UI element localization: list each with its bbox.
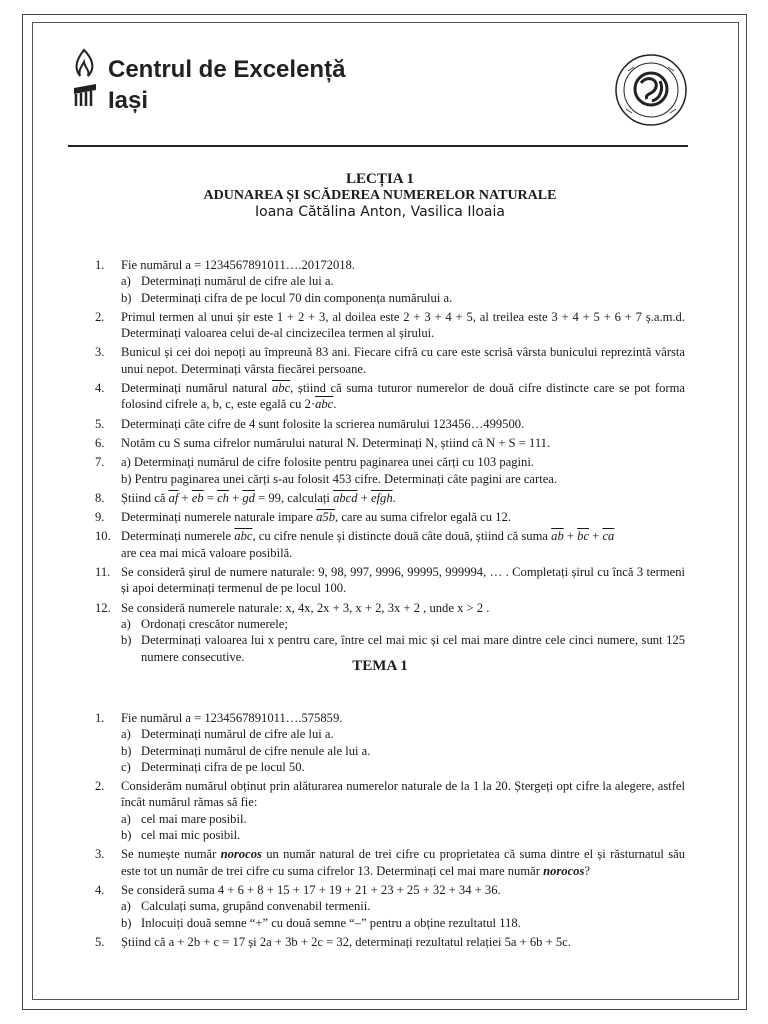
lesson-problem-5 [95, 416, 685, 432]
sub-letter: b) [121, 290, 132, 305]
overlined-number: abcd [333, 490, 358, 505]
sub-letter: a) [121, 727, 131, 742]
problem-text: Primul termen al unui șir este 1 + 2 + 3, al doilea este 2 + 3 + 4 + 5, al treilea este 3 + 4 + 5 + 6 + 7 ș.a.m.d. Determinați valoarea celui de-al cincizecilea termen al șirului. [121, 309, 685, 341]
overlined-number: $\overline{ab}$ [551, 529, 564, 544]
sub-text: Ordonați crescător numerele; [141, 616, 288, 631]
sub-item [121, 616, 685, 632]
lesson-subject: ADUNAREA ȘI SCĂDEREA NUMERELOR NATURALE [203, 188, 557, 203]
org-name-line2: Iași [108, 87, 149, 114]
problem-number: 2. [95, 779, 105, 794]
problem-text: Știind că a + 2b + c = 17 și 2a + 3b + 2c = 32, determinați rezultatul relației 5a + 6b + 5c. [121, 934, 571, 949]
sub-text: Determinați valoarea lui x pentru care, între cel mai mic și cel mai mare dintre cele cinci numere, sunt 125 numere consecutive. [141, 633, 685, 664]
sub-text: Determinați cifra de pe locul 50. [141, 759, 305, 774]
problem-number: 11. [95, 565, 111, 580]
problem-number: 7. [95, 455, 105, 470]
sub-text: Determinați cifra de pe locul 70 din componența numărului a. [141, 290, 453, 305]
sub-text: Calculați suma, grupând convenabil termenii. [141, 899, 371, 914]
problem-text: Fie numărul a = 1234567891011….20172018. [121, 258, 356, 272]
problem-number: 4. [95, 381, 105, 396]
tema-problem-1 [95, 710, 685, 726]
problem-text: Determinați numerele $\overline{abc}$, cu cifre nenule și distincte două câte două, știind că suma $\overline{ab} + \overline{bc} + \overline{ca}$ are cea mai mică valoare posibilă. [121, 529, 615, 560]
lesson-problem-6 [95, 435, 685, 451]
sub-letter: b) [121, 743, 132, 758]
overlined-number: $\overline{abc}$ [234, 529, 253, 544]
sub-text: Determinați numărul de cifre ale lui a. [141, 727, 334, 742]
overlined-number: a5b [316, 510, 336, 525]
tema-problem-4 [95, 882, 685, 898]
lesson-problem-2 [95, 309, 685, 342]
problem-number: 10. [95, 529, 111, 544]
lesson-problem-9 [95, 509, 685, 525]
problem-number: 4. [95, 882, 105, 897]
lesson-problem-11 [95, 564, 685, 597]
overlined-number: $\overline{abc}$ [315, 397, 334, 412]
problem-text: Bunicul și cei doi nepoți au împreună 83 ani. Fiecare cifră cu care este scrisă vârsta bunicului reprezintă vârsta unui nepot. Determinați vârsta fiecărei persoane. [121, 345, 685, 376]
problem-text: Se consideră suma 4 + 6 + 8 + 15 + 17 + 19 + 21 + 23 + 25 + 32 + 34 + 36. [121, 882, 501, 897]
lesson-problem-4 [95, 380, 685, 413]
lesson-problem-12 [95, 600, 685, 616]
header-divider [68, 145, 688, 147]
problem-text: Determinați numărul natural $\overline{abc}$, știind că suma tuturor numerelor de două cifre distincte care se pot forma folosind cifrele a, b, c, este egală cu $2\cdot\overline{abc}$. [121, 381, 685, 412]
overlined-number: $\overline{abc}$ [271, 381, 291, 396]
sub-item [121, 898, 685, 914]
sub-text: Determinați numărul de cifre nenule ale lui a. [141, 743, 371, 758]
problem-text: Se consideră numerele naturale: x, 4x, 2x + 3, x + 2, 3x + 2 , unde x > 2 . [121, 600, 490, 615]
overlined-number: $\overline{eb}$ [191, 490, 204, 505]
sub-letter: c) [121, 759, 131, 774]
problem-text: Știind că $\overline{af} + \overline{eb} = \overline{ch} + \overline{gd} = 99$, calculați abcd + efgh. [121, 490, 396, 505]
overlined-number: $\overline{ca}$ [602, 529, 615, 544]
sub-letter: b) [121, 633, 132, 648]
term-highlight: norocos [220, 847, 262, 862]
lesson-problem-3 [95, 344, 685, 377]
sub-letter: b) [121, 915, 132, 930]
school-seal-icon [614, 53, 688, 127]
sub-item [121, 827, 685, 843]
tema-problem-5 [95, 934, 685, 950]
problem-number: 3. [95, 345, 105, 360]
tema-problem-2 [95, 778, 685, 811]
organization-name [108, 54, 345, 116]
overlined-number: $\overline{af}$ [168, 490, 179, 505]
problem-text: Determinați numerele naturale impare a5b, care au suma cifrelor egală cu 12. [121, 510, 511, 525]
sub-letter: a) [121, 616, 131, 631]
sub-item [121, 915, 685, 931]
sub-letter: a) [121, 811, 131, 826]
lesson-problem-8 [95, 490, 685, 506]
torch-logo-icon [70, 48, 100, 108]
term-highlight: norocos [543, 863, 585, 878]
tema-problem-3 [95, 846, 685, 879]
sub-text: cel mai mare posibil. [141, 811, 247, 826]
sub-text: Determinați numărul de cifre ale lui a. [141, 274, 334, 289]
problem-number: 9. [95, 510, 105, 525]
problem-number: 5. [95, 416, 105, 431]
sub-item [121, 759, 685, 775]
sub-item [121, 290, 685, 306]
lesson-problem-7 [95, 454, 685, 487]
problem-number: 12. [95, 600, 111, 615]
problem-number: 5. [95, 934, 105, 949]
problem-number: 1. [95, 258, 105, 272]
problem-number: 6. [95, 435, 105, 450]
problem-text: a) Determinați numărul de cifre folosite pentru paginarea unei cărți cu 103 pagini. b) Pentru paginarea unei cărți s-au folosit 453 cifre. Determinați câte pagini are cartea. [121, 455, 558, 486]
sub-text: cel mai mic posibil. [141, 828, 241, 843]
problem-text: Notăm cu S suma cifrelor numărului natural N. Determinați N, știind că N + S = 111. [121, 435, 551, 450]
problem-number: 1. [95, 711, 105, 725]
sub-item [121, 743, 685, 759]
problem-text: Considerăm numărul obținut prin alăturarea numerelor naturale de la 1 la 20. Ștergeți opt cifre la alegere, astfel încât numărul rămas să fie: [121, 779, 685, 810]
overlined-number: $\overline{gd}$ [242, 490, 255, 505]
sub-text: Inlocuiți două semne “+” cu două semne “–” pentru a obține rezultatul 118. [141, 915, 521, 930]
sub-letter: a) [121, 274, 131, 289]
sub-letter: b) [121, 828, 132, 843]
sub-letter: a) [121, 899, 131, 914]
problem-text: Determinați câte cifre de 4 sunt folosite la scrierea numărului 123456…499500. [121, 416, 525, 431]
overlined-number: $\overline{bc}$ [577, 529, 590, 544]
sub-item [121, 726, 685, 742]
overlined-number: efgh [370, 490, 393, 505]
problem-text: Se consideră șirul de numere naturale: 9, 98, 997, 9996, 99995, 999994, … . Completați șirul cu încă 3 termeni și apoi determinați termenul de pe locul 100. [121, 565, 685, 596]
problem-text: Se numește număr norocos un număr natural de trei cifre cu proprietatea că suma dintre el și răsturnatul său este tot un număr de trei cifre cu suma cifrelor 13. Determinați cel mai mare număr norocos? [121, 847, 685, 878]
problem-text: Fie numărul a = 1234567891011….575859. [121, 711, 343, 725]
problem-number: 2. [95, 309, 105, 324]
tema-label: TEMA 1 [352, 658, 408, 674]
sub-item [121, 811, 685, 827]
problem-number: 3. [95, 847, 105, 862]
lesson-problem-10 [95, 528, 685, 561]
lesson-problem-1 [95, 257, 685, 273]
org-name-line1: Centrul de Excelență [108, 56, 346, 83]
lesson-label: LECȚIA 1 [346, 171, 414, 187]
tema-problem-list [95, 710, 685, 950]
lesson-authors: Ioana Cătălina Anton, Vasilica Iloaia [255, 204, 505, 220]
overlined-number: $\overline{ch}$ [217, 490, 229, 505]
problem-number: 8. [95, 490, 105, 505]
lesson-problem-list [95, 257, 685, 665]
sub-item [121, 273, 685, 289]
